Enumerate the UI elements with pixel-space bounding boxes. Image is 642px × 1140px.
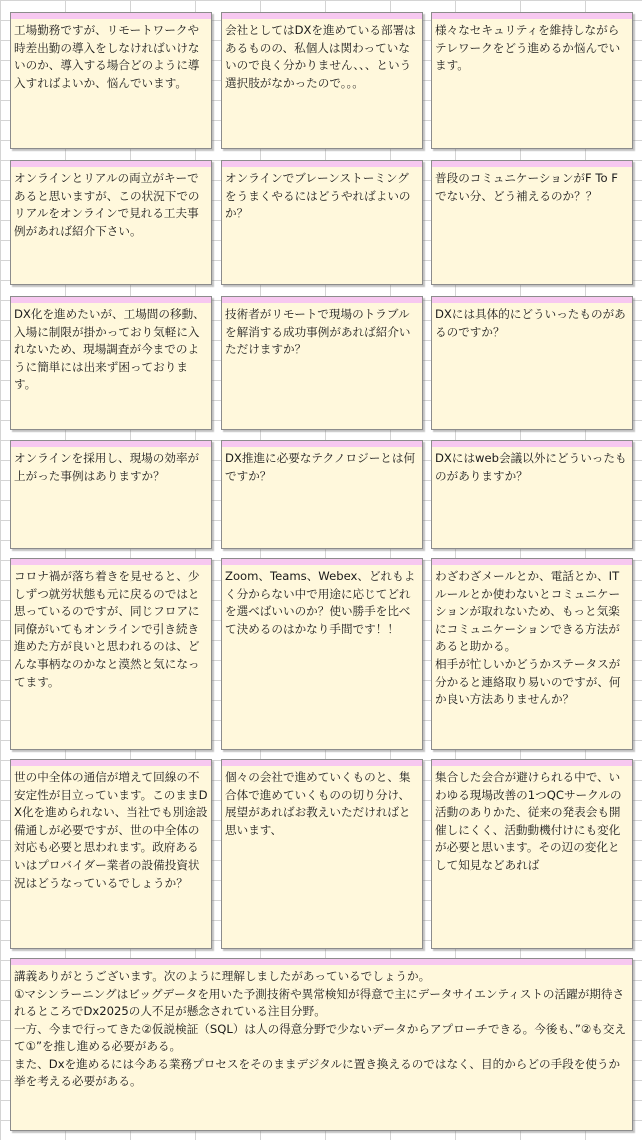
note-text: オンラインとリアルの両立がキーであると思いますが、この状況下でのリアルをオンラインで見れる工夫事例があれば紹介下さい。 bbox=[14, 171, 200, 238]
note-text: 世の中全体の通信が増えて回線の不安定性が目立っています。このままDX化を進められない、当社でも別途設備通しが必要ですが、世の中全体の対応も必要と思われます。政府あるいはプロバイダー業者の設備投資状況はどうなっているでしょうか？ bbox=[14, 770, 208, 890]
sticky-note[interactable] bbox=[10, 160, 212, 285]
sticky-note[interactable] bbox=[221, 296, 423, 430]
note-text: 個々の会社で進めていくものと、集合体で進めていくものの切り分け、展望があればお教えいただければと思います、 bbox=[225, 770, 411, 837]
sticky-note[interactable] bbox=[431, 12, 633, 149]
note-text: 集合した会合が避けられる中で、いわゆる現場改善の1つQCサークルの活動のありかた、従来の発表会も開催しにくく、活動動機付けにも変化が必要と思います。その辺の変化として知見などあれば bbox=[435, 770, 622, 872]
note-text: 様々なセキュリティを維持しながらテレワークをどう進めるか悩んでいます。 bbox=[435, 23, 621, 73]
note-text: DX化を進めたいが、工場間の移動、入場に制限が掛かっており気軽に入れないため、現場調査が今までのように簡単には出来ず困っております。 bbox=[14, 307, 205, 392]
note-text: 会社としてはDXを進めている部署はあるものの、私個人は関わっていないので良く分かりません、、、という選択肢がなかったので。。。 bbox=[225, 23, 416, 90]
sticky-note[interactable] bbox=[10, 296, 212, 430]
sticky-note[interactable] bbox=[221, 440, 423, 549]
sticky-note[interactable] bbox=[221, 759, 423, 949]
sticky-note[interactable] bbox=[10, 558, 212, 750]
note-text: 工場勤務ですが、リモートワークや時差出勤の導入をしなければいけないのか、導入する場合どのように導入すればよいか、悩んでいます。 bbox=[14, 23, 200, 90]
sticky-note[interactable] bbox=[431, 759, 633, 949]
note-text: 技術者がリモートで現場のトラブルを解消する成功事例があれば紹介いただけますか？ bbox=[225, 307, 411, 357]
note-text: Zoom、Teams、Webex、どれもよく分からない中で用途に応じてどれを選べばいいのか？使い勝手を比べて決めるのはかなり手間です！！ bbox=[225, 569, 416, 636]
sticky-note[interactable] bbox=[10, 12, 212, 149]
note-text: コロナ禍が落ち着きを見せると、少しずつ就労状態も元に戻るのではと思っているのですが、同じフロアに同僚がいてもオンラインで引き続き進めた方が良いと思われるのは、どんな事柄なのかなと漠然と気になってます。 bbox=[14, 569, 200, 689]
sticky-note[interactable] bbox=[10, 759, 212, 949]
note-text: 講義ありがとうございます。次のように理解しましたがあっているでしょうか。 ①マシンラーニングはビッグデータを用いた予測技術や異常検知が得意で主にデータサイエンティストの活躍が期待されるところでDx2025の人不足が懸念されている注目分野。 一方、今まで行ってきた②仮説検証（SQL）は人の得意分野で少ないデータからアプローチできる。今後も、”②も交えて①”を推し進める必要がある。 また、Dxを進めるには今ある業務プロセスをそのままデジタルに置き換えるのではなく、目的からどの手段を使うか挙を考える必要がある。 bbox=[14, 969, 627, 1088]
note-text: 普段のコミュニケーションがF To Fでない分、どう補えるのか？？ bbox=[435, 171, 618, 203]
sticky-note[interactable] bbox=[431, 558, 633, 750]
sticky-note[interactable] bbox=[221, 160, 423, 285]
sticky-note[interactable] bbox=[431, 296, 633, 430]
note-text: DX推進に必要なテクノロジーとは何ですか？ bbox=[225, 451, 416, 483]
note-text: DXには具体的にどういったものがあるのですか？ bbox=[435, 307, 626, 339]
sticky-note-wide[interactable] bbox=[10, 958, 633, 1131]
sticky-note[interactable] bbox=[431, 160, 633, 285]
sticky-note[interactable] bbox=[10, 440, 212, 549]
note-text: わざわざメールとか、電話とか、ITルールとか使わないとコミュニケーションが取れないため、もっと気楽にコミュニケーションできる方法があると助かる。 相手が忙しいかどうかステータスが分かると連絡取り易いのですが、何か良い方法ありませんか？ bbox=[435, 569, 621, 707]
note-text: オンラインでブレーンストーミングをうまくやるにはどうやればよいのか？ bbox=[225, 171, 411, 221]
note-text: DXにはweb会議以外にどういったものがありますか？ bbox=[435, 451, 627, 483]
note-text: オンラインを採用し、現場の効率が上がった事例はありますか？ bbox=[14, 451, 200, 483]
sticky-note[interactable] bbox=[221, 558, 423, 750]
sticky-note[interactable] bbox=[221, 12, 423, 149]
sticky-note[interactable] bbox=[431, 440, 633, 549]
